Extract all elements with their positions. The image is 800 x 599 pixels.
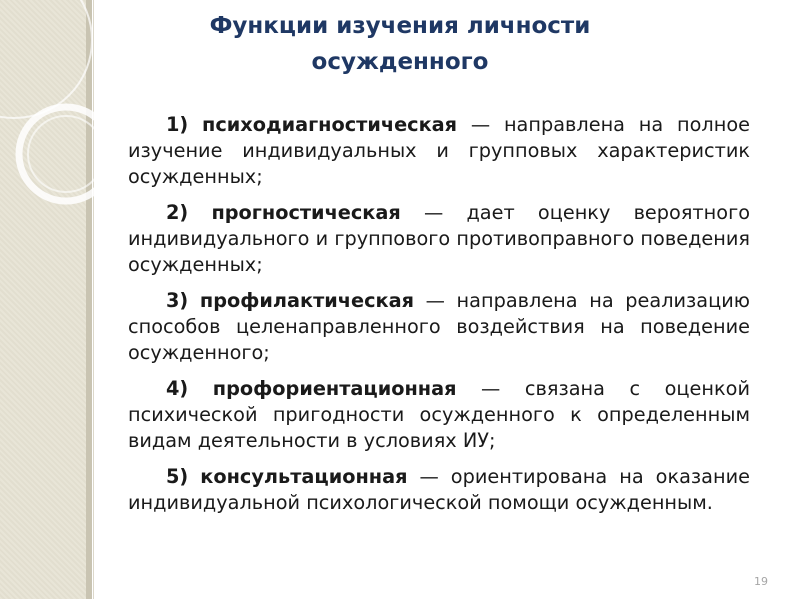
list-item — [128, 376, 750, 454]
list-item — [128, 288, 750, 366]
item-description: — дает оценку вероятного индивидуального и группового противоправного поведения осужденных; — [128, 201, 750, 276]
item-description: — направлена на полное изучение индивидуальных и групповых характеристик осужденных; — [128, 113, 751, 188]
item-term: психодиагностическая — [202, 113, 458, 136]
item-term: профилактическая — [199, 289, 415, 312]
slide-title: Функции изучения личности осужденного — [209, 13, 591, 75]
item-number: 2) — [166, 201, 189, 224]
item-number: 5) — [166, 465, 189, 488]
decorative-circle-inner — [28, 116, 104, 192]
item-number: 1) — [166, 113, 189, 136]
item-term: профориентационная — [212, 377, 457, 400]
item-description: — направлена на реализацию способов целенаправленного воздействия на поведение осужденного; — [128, 289, 751, 364]
item-number: 3) — [166, 289, 189, 312]
item-term: консультационная — [200, 465, 408, 488]
decorative-circle-outer — [19, 107, 113, 201]
item-description: — ориентирована на оказание индивидуальной психологической помощи осужденным. — [128, 465, 750, 514]
list-item — [128, 112, 750, 190]
item-description: — связана с оценкой психической пригодности осужденного к определенным видам деятельности в условиях ИУ; — [128, 377, 750, 452]
list-item — [128, 200, 750, 278]
list-item — [128, 464, 750, 516]
slide-number: 19 — [754, 575, 768, 588]
item-number: 4) — [166, 377, 189, 400]
decorative-circle-large — [0, 0, 92, 118]
item-term: прогностическая — [211, 201, 401, 224]
function-list — [128, 112, 750, 526]
